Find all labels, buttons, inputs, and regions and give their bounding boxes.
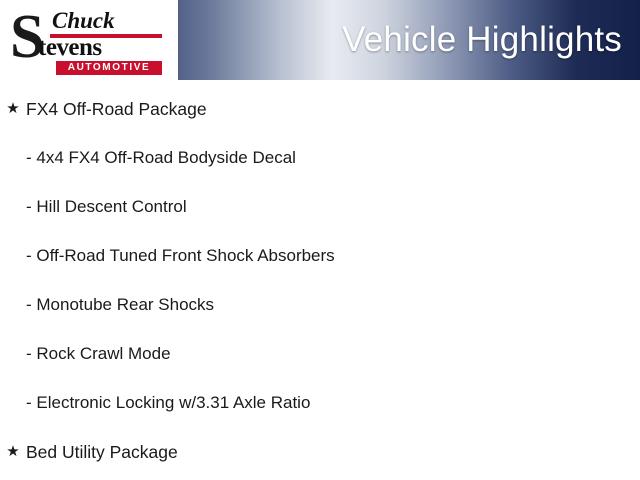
list-item-label: - Rock Crawl Mode [26, 344, 171, 363]
logo-big-letter: S [10, 3, 45, 71]
list-item-label: - Electronic Locking w/3.31 Axle Ratio [26, 393, 311, 412]
list-item [0, 437, 640, 480]
star-icon: ★ [6, 100, 20, 117]
highlights-list [0, 80, 640, 480]
page-title: Vehicle Highlights [342, 20, 622, 59]
logo-top-word: Chuck [52, 8, 115, 33]
list-item-label: Bed Utility Package [26, 442, 178, 462]
logo-main-word: tevens [38, 34, 102, 61]
star-icon: ★ [6, 443, 20, 460]
list-item [0, 290, 640, 339]
dealer-logo [10, 3, 170, 74]
list-item [0, 192, 640, 241]
list-item [0, 143, 640, 192]
list-item-label: FX4 Off-Road Package [26, 99, 207, 119]
list-item-label: - Off-Road Tuned Front Shock Absorbers [26, 246, 335, 265]
list-item-label: - Hill Descent Control [26, 197, 187, 216]
list-item [0, 388, 640, 437]
list-item-label: - 4x4 FX4 Off-Road Bodyside Decal [26, 148, 296, 167]
list-item [0, 241, 640, 290]
logo-tagline: AUTOMOTIVE [56, 61, 162, 75]
list-item [0, 339, 640, 388]
list-item-label: - Monotube Rear Shocks [26, 295, 215, 314]
list-item [0, 94, 640, 143]
